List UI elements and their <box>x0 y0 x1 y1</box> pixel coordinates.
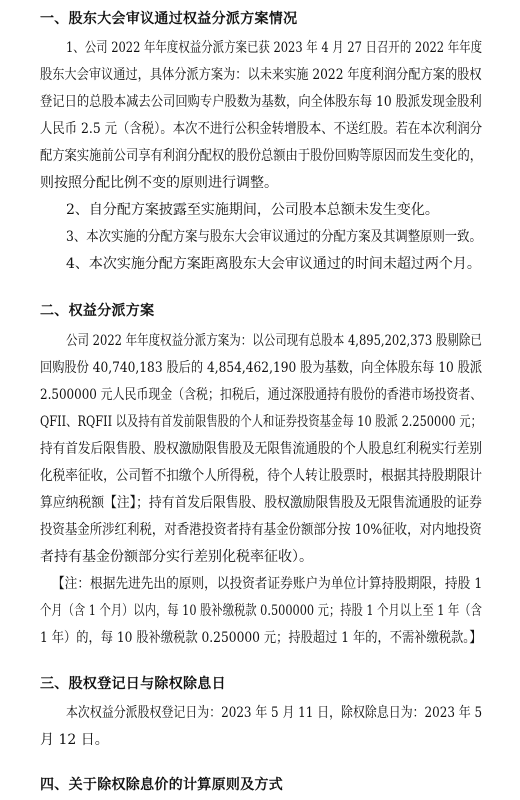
section-heading-1: 一、股东大会审议通过权益分派方案情况 <box>40 11 298 27</box>
paragraph-line: QFII、RQFII 以及持有首发前限售股的个人和证券投资基金每 10 股派 2.250000 元； <box>40 414 482 430</box>
paragraph-line: 算应纳税额【注】；持有首发后限售股、股权激励限售股及无限售流通股的证券 <box>40 495 482 511</box>
paragraph-line: 登记日的总股本减去公司回购专户股数为基数，向全体股东每 10 股派发现金股利 <box>40 94 482 110</box>
paragraph-line: 人民币 2.5 元（含税）。本次不进行公积金转增股本、不送红股。若在本次利润分 <box>40 121 483 137</box>
note-line: 1 年）的，每 10 股补缴税款 0.250000 元；持股超过 1 年的，不需补缴税款。】 <box>40 630 482 646</box>
section-heading-2: 二、权益分派方案 <box>40 303 155 319</box>
paragraph-line: 2、自分配方案披露至实施期间，公司股本总额未发生变化。 <box>66 202 439 218</box>
paragraph-line: 股东大会审议通过，具体分派方案为：以未来实施 2022 年度利润分配方案的股权 <box>40 67 482 83</box>
paragraph-line: 公司 2022 年年度权益分派方案为：以公司现有总股本 4,895,202,373 股剔除已 <box>66 333 482 349</box>
section-heading-4: 四、关于除权除息价的计算原则及方式 <box>40 777 284 793</box>
paragraph-line: 2.500000 元人民币现金（含税；扣税后，通过深股通持有股份的香港市场投资者、 <box>40 387 483 403</box>
paragraph-line: 者持有基金份额部分实行差别化税率征收）。 <box>40 549 313 565</box>
note-line: 个月（含 1 个月）以内，每 10 股补缴税款 0.500000 元；持股 1 个月以上至 1 年（含 <box>40 603 482 619</box>
paragraph-line: 本次权益分派股权登记日为：2023 年 5 月 11 日，除权除息日为：2023 年 5 <box>66 705 483 721</box>
section-heading-3: 三、股权登记日与除权除息日 <box>40 676 226 692</box>
paragraph-line: 则按照分配比例不变的原则进行调整。 <box>40 175 278 191</box>
paragraph-line: 3、本次实施的分配方案与股东大会审议通过的分配方案及其调整原则一致。 <box>66 229 482 245</box>
paragraph-line: 配方案实施前公司享有利润分配权的股份总额由于股份回购等原因而发生变化的， <box>40 148 483 164</box>
paragraph-line: 投资基金所涉红利税，对香港投资者持有基金份额部分按 10%征收，对内地投资 <box>40 522 482 538</box>
paragraph-line: 化税率征收，公司暂不扣缴个人所得税，待个人转让股票时，根据其持股期限计 <box>40 468 482 484</box>
paragraph-line: 回购股份 40,740,183 股后的 4,854,462,190 股为基数，向全体股东每 10 股派 <box>40 360 483 376</box>
paragraph-line: 4、本次实施分配方案距离股东大会审议通过的时间未超过两个月。 <box>66 256 481 272</box>
paragraph-line: 月 12 日。 <box>40 732 109 748</box>
paragraph-line: 持有首发后限售股、股权激励限售股及无限售流通股的个人股息红利税实行差别 <box>40 441 482 457</box>
note-line: 【注：根据先进先出的原则，以投资者证券账户为单位计算持股期限，持股 1 <box>52 576 483 592</box>
paragraph-line: 1、公司 2022 年年度权益分派方案已获 2023 年 4 月 27 日召开的 2022 年年度 <box>66 40 483 56</box>
